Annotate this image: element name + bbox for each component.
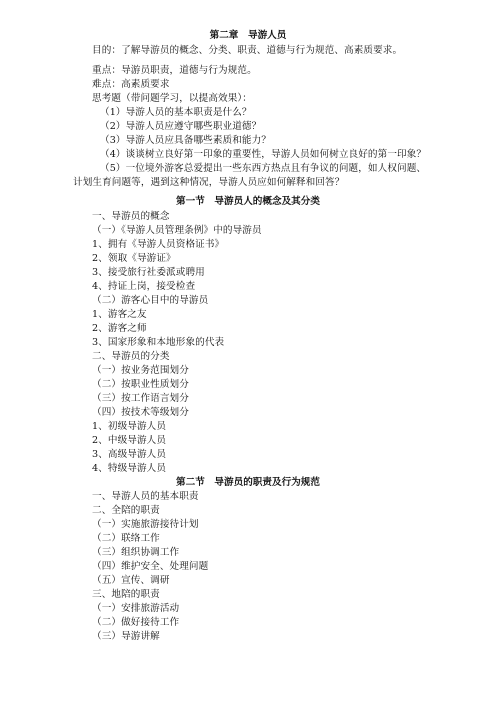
outline-item: （一）《导游人员管理条例》中的导游员: [92, 225, 262, 236]
outline-item: 3、高级导游人员: [92, 449, 167, 460]
outline-item: 二、导游员的分类: [92, 351, 170, 362]
objective-line: 目的：了解导游员的概念、分类、职责、道德与行为规范、高素质要求。: [92, 45, 403, 56]
question-2: （2）导游人员应遵守哪些职业道德？: [100, 121, 262, 132]
outline-item: （三）组织协调工作: [92, 547, 180, 558]
questions-heading: 思考题（带问题学习，以提高效果）：: [92, 93, 252, 104]
outline-item: （三）按工作语言划分: [92, 393, 189, 404]
outline-item: 3、国家形象和本地形象的代表: [92, 337, 225, 348]
outline-item: （二）游客心目中的导游员: [92, 295, 209, 306]
outline-item: 4、特级导游人员: [92, 463, 167, 474]
question-3: （3）导游人员应具备哪些素质和能力？: [100, 135, 271, 146]
outline-item: （五）宣传、调研: [92, 575, 170, 586]
key-points-line: 重点：导游员职责，道德与行为规范。: [92, 65, 257, 76]
outline-item: （一）实施旅游接待计划: [92, 519, 199, 530]
difficulty-line: 难点：高素质要求: [92, 79, 170, 90]
outline-item: （一）安排旅游活动: [92, 603, 180, 614]
outline-item: 三、地陪的职责: [92, 589, 160, 600]
outline-item: （四）按技术等级划分: [92, 407, 189, 418]
outline-item: 二、全陪的职责: [92, 505, 160, 516]
outline-item: 2、中级导游人员: [92, 435, 167, 446]
outline-item: 1、游客之友: [92, 309, 147, 320]
question-1: （1）导游人员的基本职责是什么？: [100, 107, 252, 118]
outline-item: （四）维护安全、处理问题: [92, 561, 209, 572]
outline-item: （二）按职业性质划分: [92, 379, 189, 390]
chapter-title: 第二章 导游人员: [209, 30, 287, 41]
outline-item: （二）做好接待工作: [92, 617, 180, 628]
section-1-title: 第一节 导游员人的概念及其分类: [176, 196, 320, 207]
outline-item: 2、游客之师: [92, 323, 147, 334]
outline-item: 一、导游员的概念: [92, 211, 170, 222]
section-2-title: 第二节 导游员的职责及行为规范: [176, 477, 320, 488]
outline-item: 1、初级导游人员: [92, 421, 167, 432]
outline-item: （一）按业务范围划分: [92, 365, 189, 376]
question-5: （5）一位境外游客总爱提出一些东西方热点且有争议的问题，如人权问题、: [100, 163, 427, 174]
question-5-continued: 计划生育问题等，遇到这种情况，导游人员应如何解释和回答？: [73, 177, 345, 188]
outline-item: 2、领取《导游证》: [92, 253, 176, 264]
question-4: （4）谈谈树立良好第一印象的重要性，导游人员如何树立良好的第一印象？: [100, 149, 427, 160]
outline-item: 3、接受旅行社委派或聘用: [92, 267, 205, 278]
outline-item: 1、拥有《导游人员资格证书》: [92, 239, 225, 250]
outline-item: （三）导游讲解: [92, 631, 160, 642]
outline-item: 4、持证上岗，接受检查: [92, 281, 196, 292]
outline-item: （二）联络工作: [92, 533, 160, 544]
outline-item: 一、导游人员的基本职责: [92, 491, 199, 502]
